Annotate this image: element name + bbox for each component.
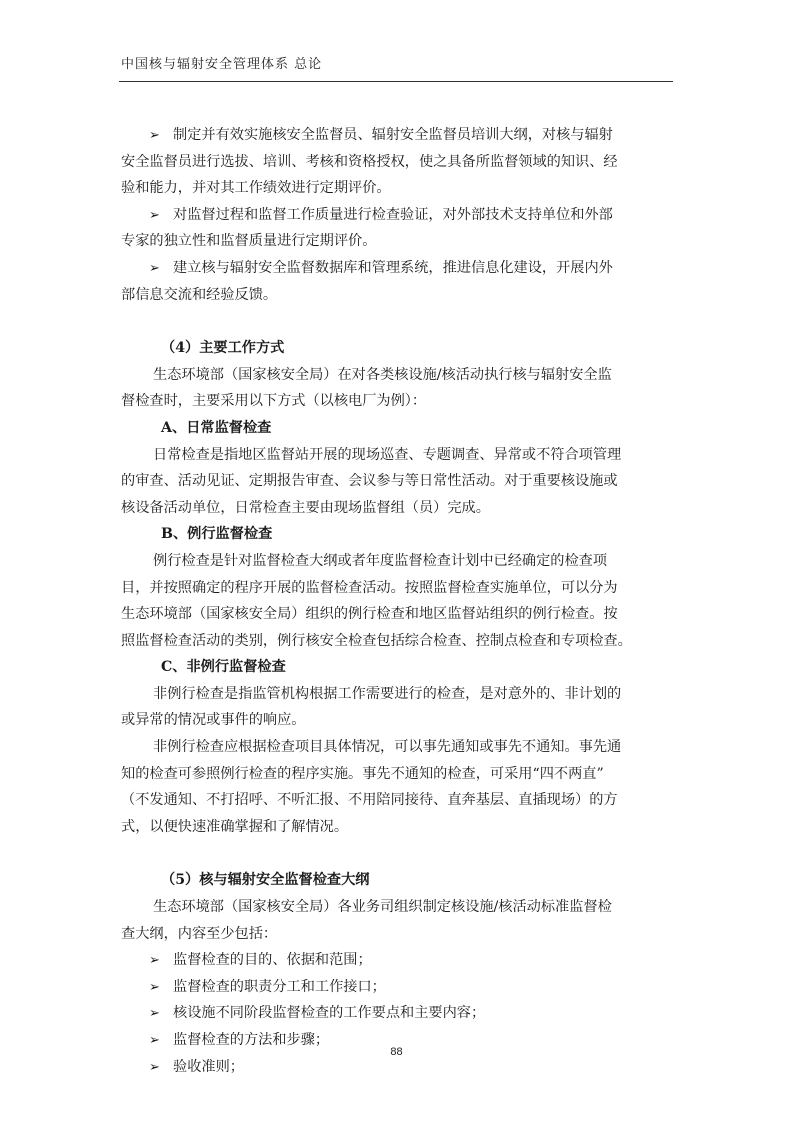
subsection-b-text: 例行检查是针对监督检查大纲或者年度监督检查计划中已经确定的检查项 目，并按照确定的程序开展的监督检查活动。按照监督检查实施单位，可以分为 生态环境部（国家核安全局）组织的例行检查和地区监督站组织的例行检查。按 照监督检查活动的类别，例行核安全检查包括综合检查、控制点检查和专项检查。 — [121, 552, 632, 649]
bullet-arrow-icon: ➢ — [149, 207, 160, 223]
bullet-arrow-icon: ➢ — [149, 953, 160, 969]
subsection-b-heading: B、例行监督检查 — [161, 526, 273, 543]
section-4-intro: 生态环境部（国家核安全局）在对各类核设施/核活动执行核与辐射安全监 督检查时，主要采用以下方式（以核电厂为例）： — [121, 366, 612, 410]
section-5-heading: （5）核与辐射安全监督检查大纲 — [161, 872, 370, 889]
list-item: ➢ 监督检查的目的、依据和范围； — [121, 947, 675, 974]
page-body — [121, 122, 675, 1080]
subsection-a-text: 日常检查是指地区监督站开展的现场巡查、专题调查、异常或不符合项管理 的审查、活动见证、定期报告审查、会议参与等日常性活动。对于重要核设施或 核设备活动单位，日常检查主要由现场监督组（员）完成。 — [121, 446, 622, 516]
bullet-paragraph-1: ➢ 制定并有效实施核安全监督员、辐射安全监督员培训大纲，对核与辐射 安全监督员进行选拔、培训、考核和资格授权，使之具备所监督领域的知识、经 验和能力，并对其工作绩效进行定期评价。 — [121, 122, 675, 202]
list-item: ➢ 验收准则； — [121, 1054, 675, 1081]
list-item: ➢ 监督检查的方法和步骤； — [121, 1027, 675, 1054]
subsection-a-heading: A、日常监督检查 — [161, 419, 272, 436]
bullet-arrow-icon: ➢ — [149, 1006, 160, 1022]
bullet-arrow-icon: ➢ — [149, 979, 160, 995]
running-header: 中国核与辐射安全管理体系 总论 — [121, 57, 323, 72]
subsection-c-text-1: 非例行检查是指监管机构根据工作需要进行的检查，是对意外的、非计划的 或异常的情况或事件的响应。 — [121, 685, 622, 729]
bullet-arrow-icon: ➢ — [149, 1059, 160, 1075]
bullet-arrow-icon: ➢ — [149, 1033, 160, 1048]
list-item: ➢ 监督检查的职责分工和工作接口； — [121, 974, 675, 1001]
section-5-list — [121, 947, 675, 1080]
header-divider — [119, 81, 673, 82]
page-number: 88 — [390, 1046, 403, 1058]
subsection-c-text-2: 非例行检查应根据检查项目具体情况，可以事先通知或事先不通知。事先通 知的检查可参照例行检查的程序实施。事先不通知的检查，可采用“四不两直” （不发通知、不打招呼、不听汇报、不用陪同接待、直奔基层、直插现场）的方 式，以便快速准确掌握和了解情况。 — [121, 739, 622, 835]
list-item: ➢ 核设施不同阶段监督检查的工作要点和主要内容； — [121, 1000, 675, 1027]
bullet-paragraph-2: ➢ 对监督过程和监督工作质量进行检查验证，对外部技术支持单位和外部 专家的独立性和监督质量进行定期评价。 — [121, 202, 675, 255]
section-4-heading: （4）主要工作方式 — [161, 340, 285, 357]
bullet-paragraph-3: ➢ 建立核与辐射安全监督数据库和管理系统，推进信息化建设，开展内外 部信息交流和经验反馈。 — [121, 255, 675, 308]
section-5-intro: 生态环境部（国家核安全局）各业务司组织制定核设施/核活动标准监督检 查大纲，内容至少包括： — [121, 899, 612, 942]
bullet-arrow-icon: ➢ — [149, 128, 160, 143]
subsection-c-heading: C、非例行监督检查 — [161, 659, 286, 676]
bullet-arrow-icon: ➢ — [149, 260, 160, 276]
